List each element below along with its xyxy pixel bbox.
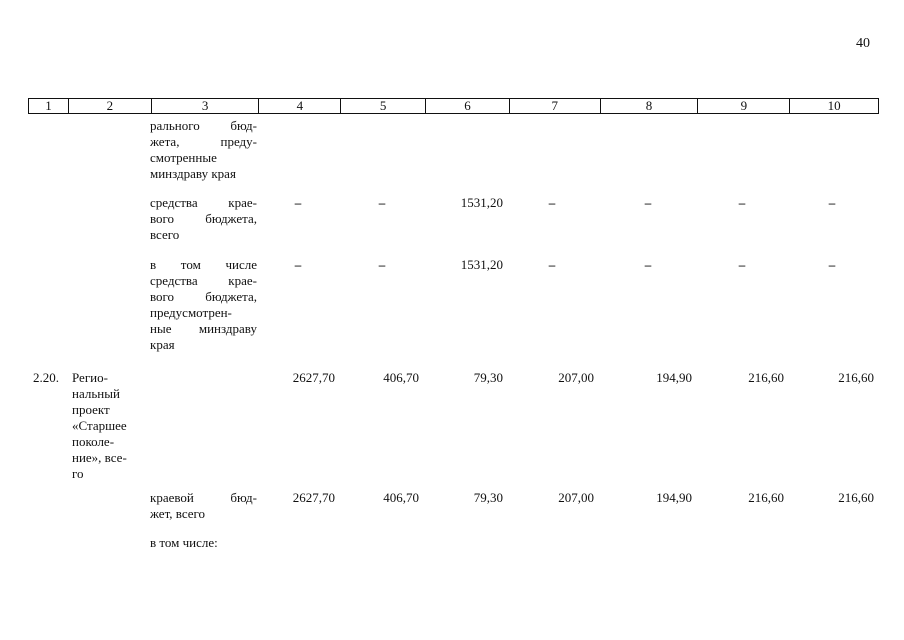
col-header-3: 3 — [151, 99, 259, 113]
row-2-col5: – — [378, 257, 386, 272]
row-5-col3 — [150, 535, 257, 551]
col-header-7: 7 — [509, 99, 600, 113]
row-1-col7: – — [548, 195, 556, 210]
row-3-col2-line: ние», все- — [72, 450, 127, 465]
row-4-col4: 2627,70 — [292, 490, 335, 505]
row-2-col6: 1531,20 — [460, 257, 503, 272]
col-header-2: 2 — [68, 99, 151, 113]
row-2-col7: – — [548, 257, 556, 272]
row-3-col2-line: проект — [72, 402, 110, 417]
row-4-col3-line: краевой бюд- — [150, 490, 257, 505]
row-2-col9: – — [738, 257, 746, 272]
row-1-col3-line: всего — [150, 227, 180, 242]
row-3-col2-line: Регио- — [72, 370, 108, 385]
row-2-col3 — [150, 257, 257, 353]
row-1-col3 — [150, 195, 257, 243]
row-4-col8: 194,90 — [656, 490, 692, 505]
row-4-col3-line: жет, всего — [150, 506, 206, 521]
row-2-col3-line: ные минздраву — [150, 321, 257, 336]
row-3-col4: 2627,70 — [292, 370, 335, 385]
row-3-col2-line: нальный — [72, 386, 120, 401]
row-1-col8: – — [644, 195, 652, 210]
row-1-col3-line: вого бюджета, — [150, 211, 257, 226]
row-3-col7: 207,00 — [558, 370, 594, 385]
row-3-col9: 216,60 — [748, 370, 784, 385]
row-0-col3-line: рального бюд- — [150, 118, 257, 133]
row-4-col3 — [150, 490, 257, 522]
row-2-col3-line: в том числе — [150, 257, 257, 272]
row-5-col3-line: в том числе: — [150, 535, 218, 550]
row-1-col6: 1531,20 — [460, 195, 503, 210]
row-2-col3-line: средства крае- — [150, 273, 257, 288]
row-3-col10: 216,60 — [838, 370, 874, 385]
row-0-col3-line: минздраву края — [150, 166, 236, 181]
row-2-col3-line: края — [150, 337, 175, 352]
row-3-col2-line: «Старшее — [72, 418, 127, 433]
row-4-col5: 406,70 — [383, 490, 419, 505]
row-0-col3-line: жета, преду- — [150, 134, 257, 149]
col-header-5: 5 — [340, 99, 425, 113]
row-4-col9: 216,60 — [748, 490, 784, 505]
row-3-number: 2.20. — [33, 370, 59, 385]
row-0-col3-line: смотренные — [150, 150, 217, 165]
row-3-col5: 406,70 — [383, 370, 419, 385]
row-3-col2-line: поколе- — [72, 434, 115, 449]
row-1-col9: – — [738, 195, 746, 210]
col-header-9: 9 — [697, 99, 789, 113]
row-1-col10: – — [828, 195, 836, 210]
column-number-header — [28, 98, 879, 114]
row-3-col6: 79,30 — [473, 370, 503, 385]
row-2-col4: – — [294, 257, 302, 272]
row-4-col6: 79,30 — [473, 490, 503, 505]
row-0-col3 — [150, 118, 257, 182]
row-2-col3-line: предусмотрен- — [150, 305, 232, 320]
row-1-col3-line: средства крае- — [150, 195, 257, 210]
row-3-col8: 194,90 — [656, 370, 692, 385]
page-number: 40 — [856, 36, 870, 51]
row-3-col2-line: го — [72, 466, 84, 481]
col-header-10: 10 — [789, 99, 878, 113]
row-1-col4: – — [294, 195, 302, 210]
col-header-8: 8 — [600, 99, 698, 113]
col-header-4: 4 — [258, 99, 340, 113]
row-2-col10: – — [828, 257, 836, 272]
row-2-col3-line: вого бюджета, — [150, 289, 257, 304]
col-header-1: 1 — [45, 98, 52, 113]
row-3-col2 — [72, 370, 142, 482]
row-1-col5: – — [378, 195, 386, 210]
col-header-6: 6 — [425, 99, 509, 113]
row-4-col7: 207,00 — [558, 490, 594, 505]
row-4-col10: 216,60 — [838, 490, 874, 505]
row-2-col8: – — [644, 257, 652, 272]
